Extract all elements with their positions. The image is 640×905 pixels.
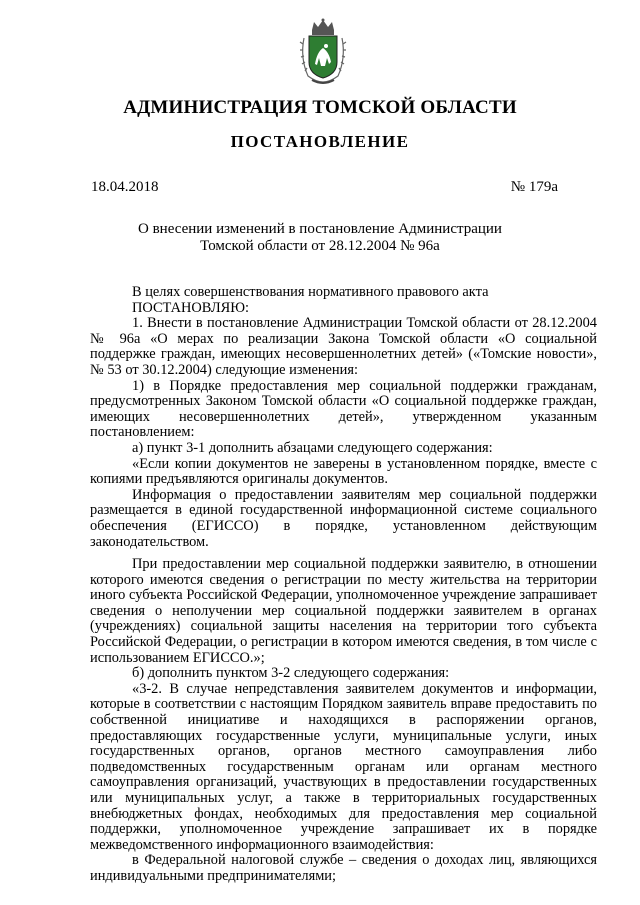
body-paragraph: б) дополнить пунктом 3-2 следующего содержания: bbox=[132, 665, 450, 682]
crown-icon bbox=[312, 19, 334, 36]
subject-line: О внесении изменений в постановление Администрации bbox=[138, 221, 502, 237]
body-paragraph: «3-2. В случае непредставления заявителем документов и информации, которые в соответствии с настоящим Порядком заявитель вправе предоставить по собственной инициативе и находящихся в распоряжении органов, предоставляющих государственные услуги, муниципальные услуги, иных государственных органов, органов местного самоуправления либо подведомственных государственным органам или органам местного самоуправления организаций, участвующих в предоставлении государственных или муниципальных услуг, а также в территориальных государственных внебюджетных фондах, необходимых для предоставления мер социальной поддержки, уполномоченное учреждение запрашивает их в порядке межведомственного информационного взаимодействия: bbox=[90, 680, 597, 853]
shield-icon bbox=[309, 36, 337, 78]
body-paragraph: В целях совершенствования нормативного правового акта bbox=[132, 284, 489, 300]
body-paragraph: а) пункт 3-1 дополнить абзацами следующего содержания: bbox=[132, 439, 493, 456]
body-paragraph: 1) в Порядке предоставления мер социальной поддержки гражданам, предусмотренных Законом Томской области «О социальной поддержке граждан, имеющих несовершеннолетних детей», утвержденном указанным постановлением: bbox=[90, 377, 597, 441]
document-type-title: ПОСТАНОВЛЕНИЕ bbox=[230, 132, 410, 151]
organization-title: АДМИНИСТРАЦИЯ ТОМСКОЙ ОБЛАСТИ bbox=[123, 97, 517, 118]
body-paragraph: 1. Внести в постановление Администрации Томской области от 28.12.2004 № 96а «О мерах по реализации Закона Томской области «О социальной поддержке граждан, имеющих несовершеннолетних детей» («Томские новости», № 53 от 30.12.2004) следующие изменения: bbox=[90, 315, 597, 378]
document-date: 18.04.2018 bbox=[91, 179, 159, 195]
tomsk-coat-of-arms-emblem bbox=[298, 18, 348, 86]
document-subject bbox=[130, 221, 510, 255]
body-paragraph: Информация о предоставлении заявителям мер социальной поддержки размещается в единой государственной информационной системе социального обеспечения (ЕГИССО) в порядке, установленном действующим законодательством. bbox=[90, 486, 597, 550]
body-paragraph: «Если копии документов не заверены в установленном порядке, вместе с копиями предъявляются оригиналы документов. bbox=[90, 455, 597, 488]
body-paragraph: При предоставлении мер социальной поддержки заявителю, в отношении которого имеются сведения о регистрации по месту жительства на территории иного субъекта Российской Федерации, уполномоченное учреждение запрашивает сведения о неполучении мер социальной поддержки заявителем в органах (учреждениях) социальной защиты населения на территории того субъекта Российской Федерации, о регистрации в котором имеются сведения, в том числе с использованием ЕГИССО.»; bbox=[90, 556, 597, 666]
document-body bbox=[90, 285, 597, 885]
subject-line: Томской области от 28.12.2004 № 96а bbox=[200, 238, 440, 254]
document-number: № 179а bbox=[510, 179, 558, 195]
body-paragraph: в Федеральной налоговой службе – сведения о доходах лиц, являющихся индивидуальными предпринимателями; bbox=[90, 852, 597, 884]
body-paragraph: ПОСТАНОВЛЯЮ: bbox=[132, 299, 250, 316]
